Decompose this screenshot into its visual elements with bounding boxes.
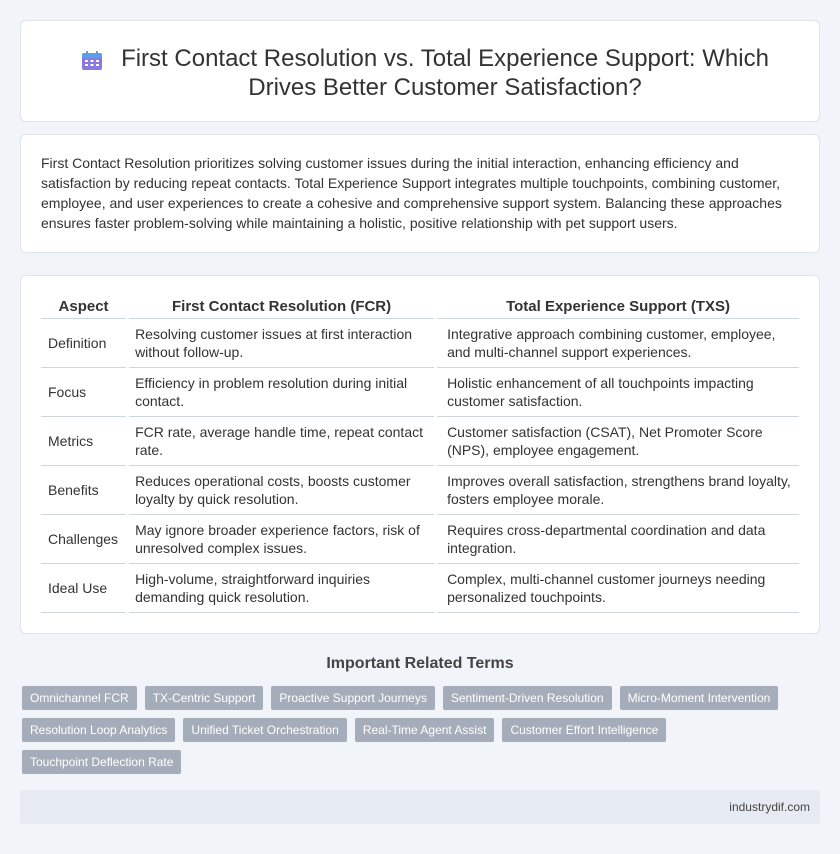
table-row xyxy=(41,465,799,514)
page-title: First Contact Resolution vs. Total Experience Support: Which Drives Better Customer Satisfaction? xyxy=(121,45,769,101)
footer xyxy=(20,790,820,824)
related-terms-list xyxy=(22,686,822,774)
header-aspect: Aspect xyxy=(41,294,128,318)
row-fcr: Resolving customer issues at first interaction without follow-up. xyxy=(128,318,436,367)
header-fcr: First Contact Resolution (FCR) xyxy=(128,294,436,318)
table-row xyxy=(41,514,799,563)
intro-card xyxy=(20,134,820,253)
row-txs: Customer satisfaction (CSAT), Net Promoter Score (NPS), employee engagement. xyxy=(436,416,799,465)
related-term-tag[interactable]: Sentiment-Driven Resolution xyxy=(443,686,612,710)
table-row xyxy=(41,416,799,465)
related-term-tag[interactable]: Micro-Moment Intervention xyxy=(620,686,779,710)
comparison-table xyxy=(41,294,799,613)
related-term-tag[interactable]: Proactive Support Journeys xyxy=(271,686,434,710)
table-row xyxy=(41,318,799,367)
row-aspect: Ideal Use xyxy=(41,563,128,612)
related-term-tag[interactable]: Real-Time Agent Assist xyxy=(355,718,495,742)
related-terms-heading: Important Related Terms xyxy=(326,655,514,672)
row-txs: Improves overall satisfaction, strengthens brand loyalty, fosters employee morale. xyxy=(436,465,799,514)
row-aspect: Focus xyxy=(41,367,128,416)
comparison-card xyxy=(20,275,820,634)
related-term-tag[interactable]: Customer Effort Intelligence xyxy=(502,718,666,742)
intro-paragraph: First Contact Resolution prioritizes solving customer issues during the initial interaction, enhancing efficiency and satisfaction by reducing repeat contacts. Total Experience Support integrates multiple touchpoints, combining customer, employee, and user experiences to create a cohesive and comprehensive support system. Balancing these approaches ensures faster problem-solving while maintaining a holistic, positive relationship with pet support users. xyxy=(41,155,782,231)
row-fcr: Reduces operational costs, boosts customer loyalty by quick resolution. xyxy=(128,465,436,514)
related-term-tag[interactable]: Omnichannel FCR xyxy=(22,686,137,710)
table-row xyxy=(41,563,799,612)
row-aspect: Challenges xyxy=(41,514,128,563)
row-fcr: High-volume, straightforward inquiries demanding quick resolution. xyxy=(128,563,436,612)
row-txs: Complex, multi-channel customer journeys needing personalized touchpoints. xyxy=(436,563,799,612)
row-fcr: Efficiency in problem resolution during initial contact. xyxy=(128,367,436,416)
row-aspect: Benefits xyxy=(41,465,128,514)
row-txs: Holistic enhancement of all touchpoints impacting customer satisfaction. xyxy=(436,367,799,416)
row-txs: Requires cross-departmental coordination and data integration. xyxy=(436,514,799,563)
calendar-icon xyxy=(81,51,103,71)
row-fcr: May ignore broader experience factors, risk of unresolved complex issues. xyxy=(128,514,436,563)
related-term-tag[interactable]: Unified Ticket Orchestration xyxy=(183,718,346,742)
table-row xyxy=(41,367,799,416)
related-term-tag[interactable]: Touchpoint Deflection Rate xyxy=(22,750,181,774)
header-txs: Total Experience Support (TXS) xyxy=(436,294,799,318)
row-fcr: FCR rate, average handle time, repeat contact rate. xyxy=(128,416,436,465)
title-card xyxy=(20,20,820,122)
related-term-tag[interactable]: Resolution Loop Analytics xyxy=(22,718,175,742)
row-txs: Integrative approach combining customer, employee, and multi-channel support experiences. xyxy=(436,318,799,367)
row-aspect: Metrics xyxy=(41,416,128,465)
related-term-tag[interactable]: TX-Centric Support xyxy=(145,686,264,710)
row-aspect: Definition xyxy=(41,318,128,367)
footer-site-link[interactable]: industrydif.com xyxy=(729,800,810,814)
table-header-row xyxy=(41,294,799,318)
